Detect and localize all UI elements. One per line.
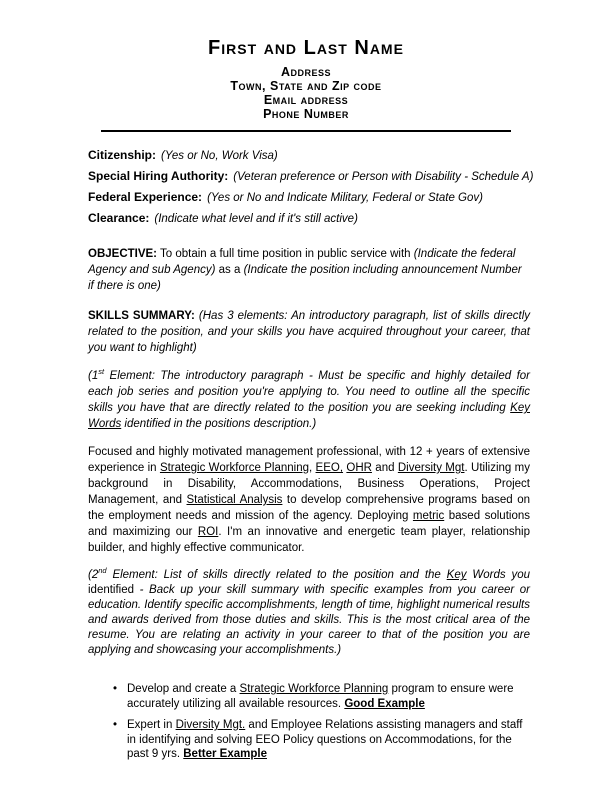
- eligibility-fields: [88, 145, 534, 229]
- element2-note-paragraph: (2nd Element: List of skills directly related to the position and the Key Words you identified - Back up your skill summary with specific examples from you career or education. Identify specific accomplishments, length of time, highlight numerical results and awards derived from those duties and skills. This is the most critical area of the resume. You are relating an activity in your career to that of the position you are applying and showcasing your accomplishments.): [88, 566, 530, 656]
- page-title: First and Last Name: [208, 37, 404, 59]
- list-item: [113, 718, 530, 762]
- bullet-icon: •: [113, 719, 118, 731]
- field-note: (Indicate what level and if it's still active): [154, 213, 358, 225]
- profile-paragraph: Focused and highly motivated management professional, with 12 + years of extensive experience in Strategic Workforce Planning, EEO, OHR and Diversity Mgt. Utilizing my background in Disability, Accommodations, Business Operations, Project Management, and Statistical Analysis to develop comprehensive programs based on the employment needs and mission of the agency. Deploying metric based solutions and maximizing our ROI. I'm an innovative and energetic team player, relationship builder, and highly effective communicator.: [88, 446, 531, 554]
- field-citizenship: [88, 145, 530, 166]
- field-federal-experience: [88, 187, 530, 208]
- bullet-icon: •: [113, 683, 118, 695]
- objective-paragraph: OBJECTIVE: To obtain a full time position in public service with (Indicate the federal Agency and sub Agency) as a (Indicate the position including announcement Number if there is one): [88, 248, 522, 292]
- list-item: [113, 682, 530, 711]
- field-label: Special Hiring Authority:: [88, 169, 229, 183]
- element1-note-paragraph: (1st Element: The introductory paragraph - Must be specific and highly detailed for each job series and position you're applying to. You need to outline all the specific skills you have that are directly related to the position you are seeking including Key Words identified in the positions description.): [88, 367, 530, 430]
- field-note: (Yes or No and Indicate Military, Federal or State Gov): [207, 192, 483, 204]
- contact-phone: Phone Number: [263, 107, 349, 121]
- contact-address: Address: [280, 65, 332, 79]
- bullet-text: Develop and create a Strategic Workforce Planning program to ensure were accurately utilizing all available resources. Good Example: [127, 683, 514, 710]
- skills-bullet-list: [88, 682, 530, 762]
- field-label: Citizenship:: [88, 148, 156, 162]
- contact-town-state-zip: Town, State and Zip code: [230, 79, 382, 93]
- field-label: Clearance:: [88, 211, 150, 225]
- header-divider: [101, 130, 511, 132]
- field-note: (Yes or No, Work Visa): [161, 150, 278, 162]
- field-label: Federal Experience:: [88, 190, 203, 204]
- contact-block: [0, 65, 612, 121]
- bullet-text: Expert in Diversity Mgt. and Employee Relations assisting managers and staff in identifying and solving EEO Policy questions on Accommodations, for the past 9 yrs. Better Example: [127, 719, 523, 760]
- resume-header: [0, 0, 612, 132]
- field-special-hiring-authority: [88, 166, 534, 187]
- skills-summary-paragraph: SKILLS SUMMARY: (Has 3 elements: An introductory paragraph, list of skills directly related to the position, and your skills you have acquired throughout your career, that you want to highlight): [88, 310, 530, 354]
- field-note: (Veteran preference or Person with Disability - Schedule A): [233, 171, 534, 183]
- resume-body: [88, 145, 534, 762]
- field-clearance: [88, 208, 530, 229]
- contact-email: Email address: [263, 93, 349, 107]
